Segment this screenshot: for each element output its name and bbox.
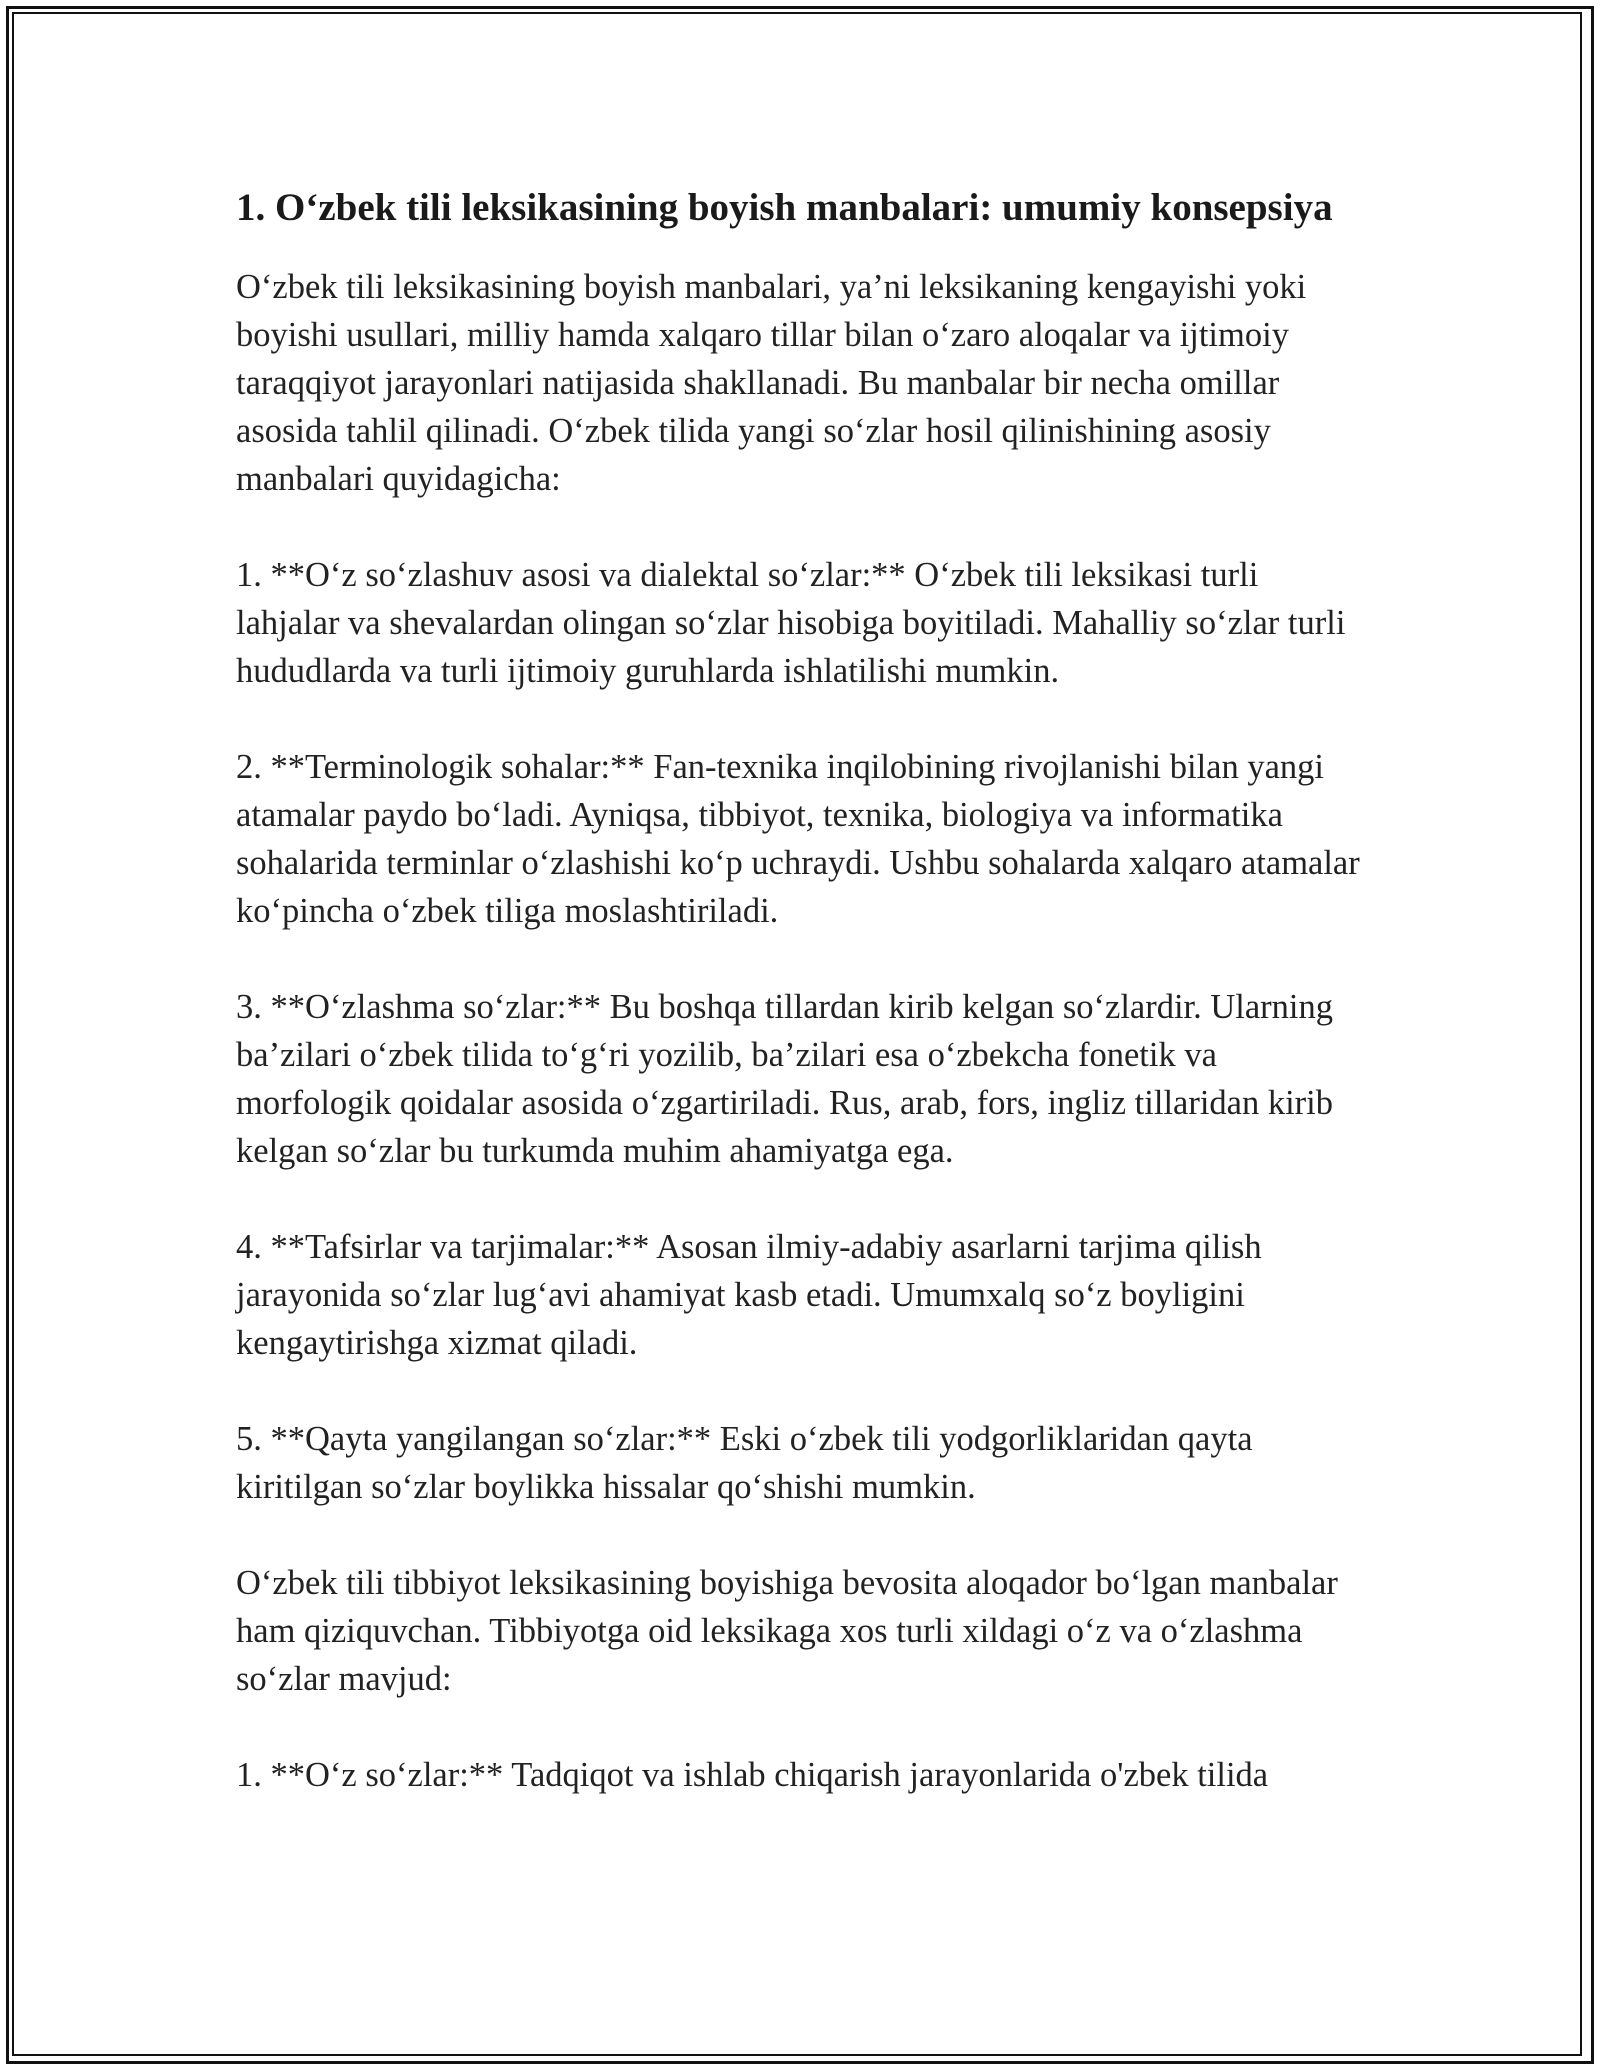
list-item-dialectal-words: 1. **O‘z so‘zlashuv asosi va dialektal so‘zlar:** O‘zbek tili leksikasi turli lahjalar va shevalardan olingan so‘zlar hisobiga boyitiladi. Mahalliy so‘zlar turli hududlarda va turli ijtimoiy guruhlarda ishlatilishi mumkin. <box>236 556 1346 690</box>
section-heading: 1. O‘zbek tili leksikasining boyish manbalari: umumiy konsepsiya <box>236 186 1333 229</box>
list-item-renewed-words: 5. **Qayta yangilangan so‘zlar:** Eski o‘zbek tili yodgorliklaridan qayta kiritilgan so‘zlar boylikka hissalar qo‘shishi mumkin. <box>236 1420 1253 1506</box>
intro-paragraph: O‘zbek tili leksikasining boyish manbalari, ya’ni leksikaning kengayishi yoki boyishi usullari, milliy hamda xalqaro tillar bilan o‘zaro aloqalar va ijtimoiy taraqqiyot jarayonlari natijasida shakllanadi. Bu manbalar bir necha omillar asosida tahlil qilinadi. O‘zbek tilida yangi so‘zlar hosil qilinishining asosiy manbalari quyidagicha: <box>236 268 1307 498</box>
document-page <box>236 180 1366 1847</box>
list-item-translations: 4. **Tafsirlar va tarjimalar:** Asosan ilmiy-adabiy asarlarni tarjima qilish jarayonida so‘zlar lug‘avi ahamiyat kasb etadi. Umumxalq so‘z boyligini kengaytirishga xizmat qiladi. <box>236 1228 1262 1362</box>
list-item-terminology: 2. **Terminologik sohalar:** Fan-texnika inqilobining rivojlanishi bilan yangi atamalar paydo bo‘ladi. Ayniqsa, tibbiyot, texnika, biologiya va informatika sohalarida terminlar o‘zlashishi ko‘p uchraydi. Ushbu sohalarda xalqaro atamalar ko‘pincha o‘zbek tiliga moslashtiriladi. <box>236 748 1360 930</box>
medical-lexicon-paragraph: O‘zbek tili tibbiyot leksikasining boyishiga bevosita aloqador bo‘lgan manbalar ham qiziquvchan. Tibbiyotga oid leksikaga xos turli xildagi o‘z va o‘zlashma so‘zlar mavjud: <box>236 1564 1338 1698</box>
list-item-native-words: 1. **O‘z so‘zlar:** Tadqiqot va ishlab chiqarish jarayonlarida o'zbek tilida <box>236 1756 1269 1794</box>
list-item-borrowed-words: 3. **O‘zlashma so‘zlar:** Bu boshqa tillardan kirib kelgan so‘zlardir. Ularning ba’zilari o‘zbek tilida to‘g‘ri yozilib, ba’zilari esa o‘zbekcha fonetik va morfologik qoidalar asosida o‘zgartiriladi. Rus, arab, fors, ingliz tillaridan kirib kelgan so‘zlar bu turkumda muhim ahamiyatga ega. <box>236 988 1334 1170</box>
